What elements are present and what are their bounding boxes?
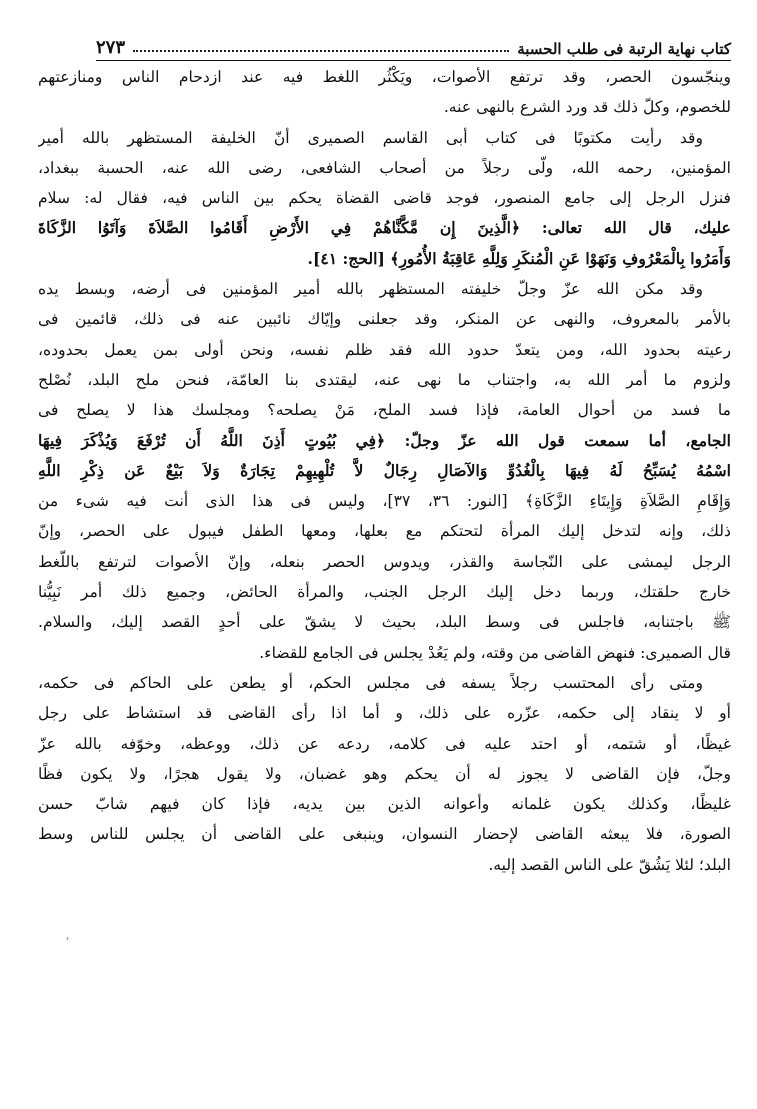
text-line: الرجل ليمشى على النّجاسة والقذر، ويدوس الحصر بنعله، وإنّ الأصوات لترتفع باللّغط <box>38 552 731 571</box>
running-header <box>96 34 731 61</box>
page-number: ٢٧٣ <box>96 37 126 58</box>
text-line: غيظًا، أو شتمه، أو احتد عليه فى كلامه، ردعه عن ذلك، ووعظه، وخوّفه بالله عزّ <box>38 734 731 753</box>
page-body <box>38 62 731 880</box>
text-line: وينجّسون الحصر، وقد ترتفع الأصوات، ويَكْثُر اللغط فيه عند ازدحام الناس ومنازعتهم <box>38 68 731 86</box>
text-line: غليظًا، وكذلك يكون غلمانه وأعوانه الذين بين يديه، فإذا كان فيهم شابّ حسن <box>38 795 731 814</box>
text-line: وقد مكن الله عزّ وجلّ خليفته المستظهر بالله أمير المؤمنين فى أرضه، وبسط يده <box>38 280 703 299</box>
text-line: بالأمر بالمعروف، والنهى عن المنكر، وقد جعلنى وإيّاك نائبين عنه فى ذلك، قائمين فى <box>38 310 731 329</box>
text-line: أو لا ينقاد إلى حكمه، عزّره على ذلك، و أما اذا رأى القاضى قد استشاط على رجل <box>38 704 731 723</box>
header-leader-dots <box>133 50 509 52</box>
text-line: قال الصميرى: فنهض القاضى من وقته، ولم يَعُدْ يجلس فى الجامع للقضاء. <box>259 643 731 662</box>
text-line: ﷺ باجتنابه، فاجلس فى وسط البلد، بحيث لا يشقّ على أحدٍ القصد إليك، والسلام. <box>38 613 731 632</box>
text-line: وَإِقَامِ الصَّلاَةِ وَإِيتَاءِ الزَّكَاةِ﴾ [النور: ٣٦، ٣٧]، وليس فى هذا الذى أنت فيه شىء من <box>38 492 731 511</box>
text-line: اسْمُهُ يُسَبِّحُ لَهُ فِيهَا بِالْغُدُوِّ وَالآصَالِ رِجَالٌ لاَّ تُلْهِيهِمْ تِجَارَةٌ وَلاَ بَيْعٌ عَن ذِكْرِ اللَّهِ <box>38 460 731 480</box>
text-line: ما فسد من أحوال العامة، فإذا فسد الملح، مَنْ يصلحه؟ ومجلسك هذا لا يصلح فى <box>38 401 731 420</box>
text-line: ومتى رأى المحتسب رجلاً يسفه فى مجلس الحكم، أو يطعن على الحاكم فى حكمه، <box>38 673 703 692</box>
text-line: وقد رأيت مكتوبًا فى كتاب أبى القاسم الصميرى أنّ الخليفة المستظهر بالله أمير <box>38 128 703 147</box>
text-line: عليك، قال الله تعالى: ﴿الَّذِينَ إِن مَّكَّنَّاهُمْ فِي الأَرْضِ أَقَامُوا الصَّلاَةَ وَآتَوُا الزَّكَاةَ <box>38 218 731 238</box>
text-line: البلد؛ لئلا يَشُقّ على الناس القصد إليه. <box>488 855 731 874</box>
text-line: الصورة، فلا يبعثه القاضى لإحضار النسوان، وينبغى على القاضى أن يجلس للناس وسط <box>38 825 731 844</box>
text-line: خارج حلقتك، وربما دخل إليك الرجل الجنب، والمرأة الحائض، وجميع ذلك أمر نَبِيُّنا <box>38 583 731 602</box>
text-line: فنزل الرجل إلى جامع المنصور، فوجد قاضى القضاة يحكم بين الناس فيه، فقال له: سلام <box>38 189 731 208</box>
text-line: ولزوم ما أمر الله به، واجتناب ما نهى عنه، ليقتدى بنا العامّة، فنحن ملح البلد، نُصْلح <box>38 370 731 389</box>
text-line: للخصوم، وكلّ ذلك قد ورد الشرع بالنهى عنه. <box>443 98 731 117</box>
text-line: رعيته بحدود الله، ومن يتعدّ حدود الله فقد ظلم نفسه، ونحن أولى بمن يعمل بحدوده، <box>38 340 731 359</box>
margin-mark: ʾ <box>66 935 70 949</box>
text-line: المؤمنين، رحمه الله، ولّى رجلاً من أصحاب الشافعى، رضى الله عنه، الحسبة ببغداد، <box>38 158 731 177</box>
text-line: ذلك، وإنه لتدخل إليك المرأة لتحتكم مع بعلها، ومعها الطفل فيبول على الحصر، وإنّ <box>38 522 731 541</box>
text-line: الجامع، أما سمعت قول الله عزّ وجلّ: ﴿فِي بُيُوتٍ أَذِنَ اللَّهُ أَن تُرْفَعَ وَيُذْكَرَ فِيهَا <box>38 430 731 450</box>
text-line: وَأَمَرُوا بِالْمَعْرُوفِ وَنَهَوْا عَنِ الْمُنكَرِ وَلِلَّهِ عَاقِبَةُ الأُمُورِ﴾ [الحج: ٤١]. <box>307 248 731 268</box>
text-line: وجلّ، فإن القاضى لا يجوز له أن يحكم وهو غضبان، ولا يقول هجرًا، ولا يكون فظًا <box>38 764 731 783</box>
book-title: كتاب نهاية الرتبة فى طلب الحسبة <box>517 40 731 58</box>
